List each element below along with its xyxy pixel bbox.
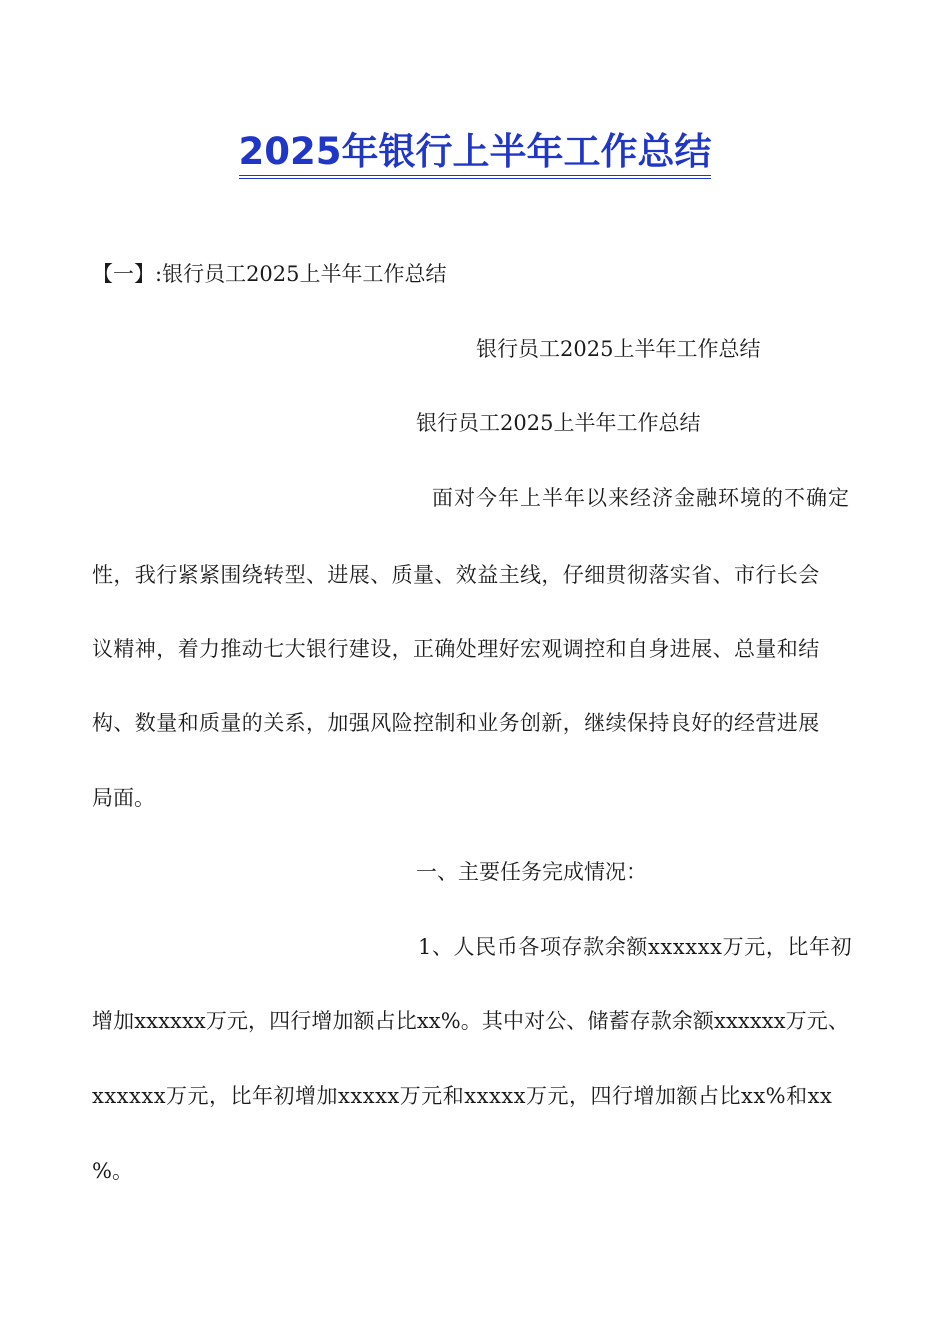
intro-line-1: 面对今年上半年以来经济金融环境的不确定	[432, 486, 850, 510]
item-1-line-2: 增加xxxxxx万元，四行增加额占比xx%。其中对公、储蓄存款余额xxxxxx万元、	[92, 1009, 849, 1033]
item-1-line-4: %。	[92, 1159, 133, 1183]
intro-line-4: 构、数量和质量的关系，加强风险控制和业务创新，继续保持良好的经营进展	[92, 711, 820, 735]
item-1-line-1: 1、人民币各项存款余额xxxxxx万元，比年初	[418, 935, 853, 959]
intro-line-5: 局面。	[92, 786, 155, 810]
intro-line-3: 议精神，着力推动七大银行建设，正确处理好宏观调控和自身进展、总量和结	[92, 637, 820, 661]
section-1-heading: 一、主要任务完成情况：	[416, 860, 647, 884]
intro-line-2: 性，我行紧紧围绕转型、进展、质量、效益主线，仔细贯彻落实省、市行长会	[92, 563, 820, 587]
document-title-text[interactable]: 2025年银行上半年工作总结	[239, 130, 712, 179]
item-1-line-3: xxxxxx万元，比年初增加xxxxx万元和xxxxx万元，四行增加额占比xx%和xx	[92, 1084, 833, 1108]
document-title[interactable]	[0, 124, 950, 180]
section-heading: 【一】:银行员工2025上半年工作总结	[92, 262, 447, 286]
subtitle-2: 银行员工2025上半年工作总结	[416, 411, 701, 435]
subtitle-1: 银行员工2025上半年工作总结	[476, 337, 761, 361]
